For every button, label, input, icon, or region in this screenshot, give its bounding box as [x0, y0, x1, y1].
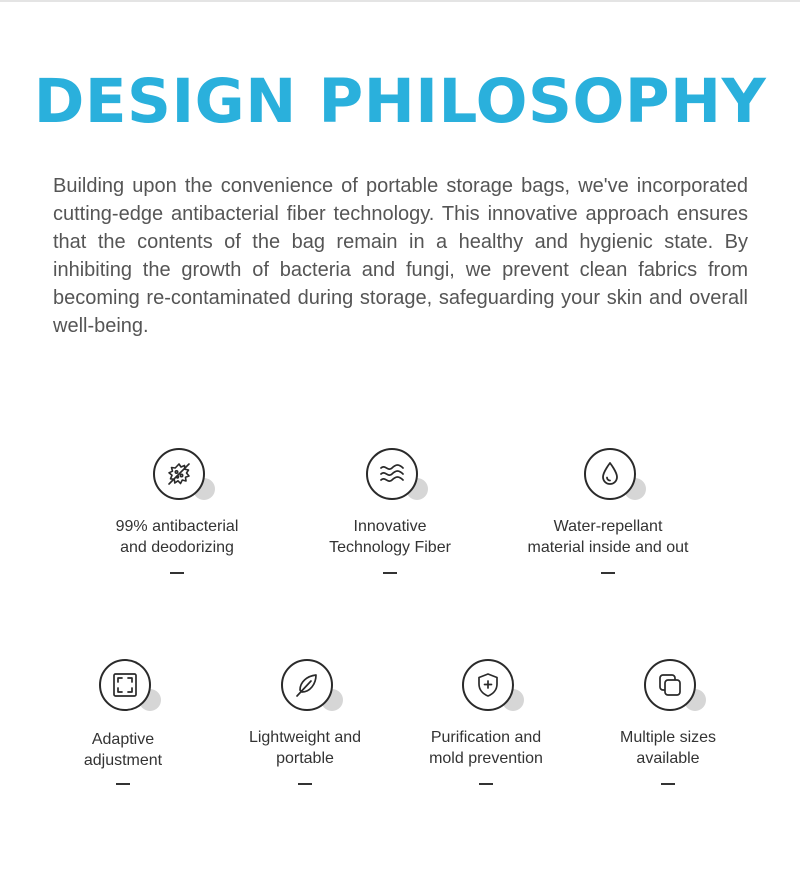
feature-label-line-2: and deodorizing [120, 539, 234, 556]
feature-icon-badge [99, 659, 161, 713]
feature-icon-badge [584, 448, 646, 502]
divider-dash [116, 783, 130, 785]
feature-label [205, 727, 405, 769]
feature-label-line-2: adjustment [83, 752, 163, 769]
feature-label-line-2: available [636, 750, 700, 767]
feature-label-line-1: Innovative [353, 518, 427, 535]
page-title: DESIGN PHILOSOPHY [33, 66, 767, 137]
feature-icon-badge [366, 448, 428, 502]
top-divider [0, 0, 800, 2]
feature-label [568, 727, 768, 769]
antibacterial-icon [153, 448, 205, 500]
divider-dash [383, 572, 397, 574]
divider-dash [601, 572, 615, 574]
feather-icon [281, 659, 333, 711]
shield-plus-icon [462, 659, 514, 711]
feature-icon-badge [462, 659, 524, 713]
feature-label-line-2: Technology Fiber [329, 539, 451, 556]
feature-antibacterial [77, 448, 277, 598]
feature-label [23, 729, 223, 771]
feature-adaptive-adjustment [23, 659, 223, 809]
feature-purification [386, 659, 586, 809]
divider-dash [298, 783, 312, 785]
feature-label-line-1: Adaptive [91, 731, 155, 748]
water-drop-icon [584, 448, 636, 500]
feature-icon-badge [644, 659, 706, 713]
fiber-waves-icon [366, 448, 418, 500]
feature-multiple-sizes [568, 659, 768, 809]
feature-icon-badge [281, 659, 343, 713]
feature-lightweight [205, 659, 405, 809]
feature-label-line-2: portable [276, 750, 334, 767]
divider-dash [661, 783, 675, 785]
divider-dash [170, 572, 184, 574]
feature-icon-badge [153, 448, 215, 502]
divider-dash [479, 783, 493, 785]
feature-label-line-1: Purification and [430, 729, 542, 746]
feature-technology-fiber [290, 448, 490, 598]
feature-label [77, 516, 277, 558]
layers-icon [644, 659, 696, 711]
feature-label-line-1: 99% antibacterial [115, 518, 239, 535]
feature-label-line-1: Water-repellant [553, 518, 663, 535]
feature-label [386, 727, 586, 769]
adjust-frame-icon [99, 659, 151, 711]
feature-label-line-1: Multiple sizes [619, 729, 717, 746]
intro-paragraph: Building upon the convenience of portable storage bags, we've incorporated cutting-edge antibacterial fiber technology. This innovative approach ensures that the contents of the bag remain in a healthy and hygienic state. By inhibiting the growth of bacteria and fungi, we prevent clean fabrics from becoming re-contaminated during storage, safeguarding your skin and overall well-being. [53, 175, 748, 337]
feature-label-line-2: material inside and out [527, 539, 689, 556]
feature-water-repellant [508, 448, 708, 598]
feature-label [508, 516, 708, 558]
feature-label-line-2: mold prevention [429, 750, 543, 767]
feature-label-line-1: Lightweight and [248, 729, 362, 746]
feature-label [290, 516, 490, 558]
